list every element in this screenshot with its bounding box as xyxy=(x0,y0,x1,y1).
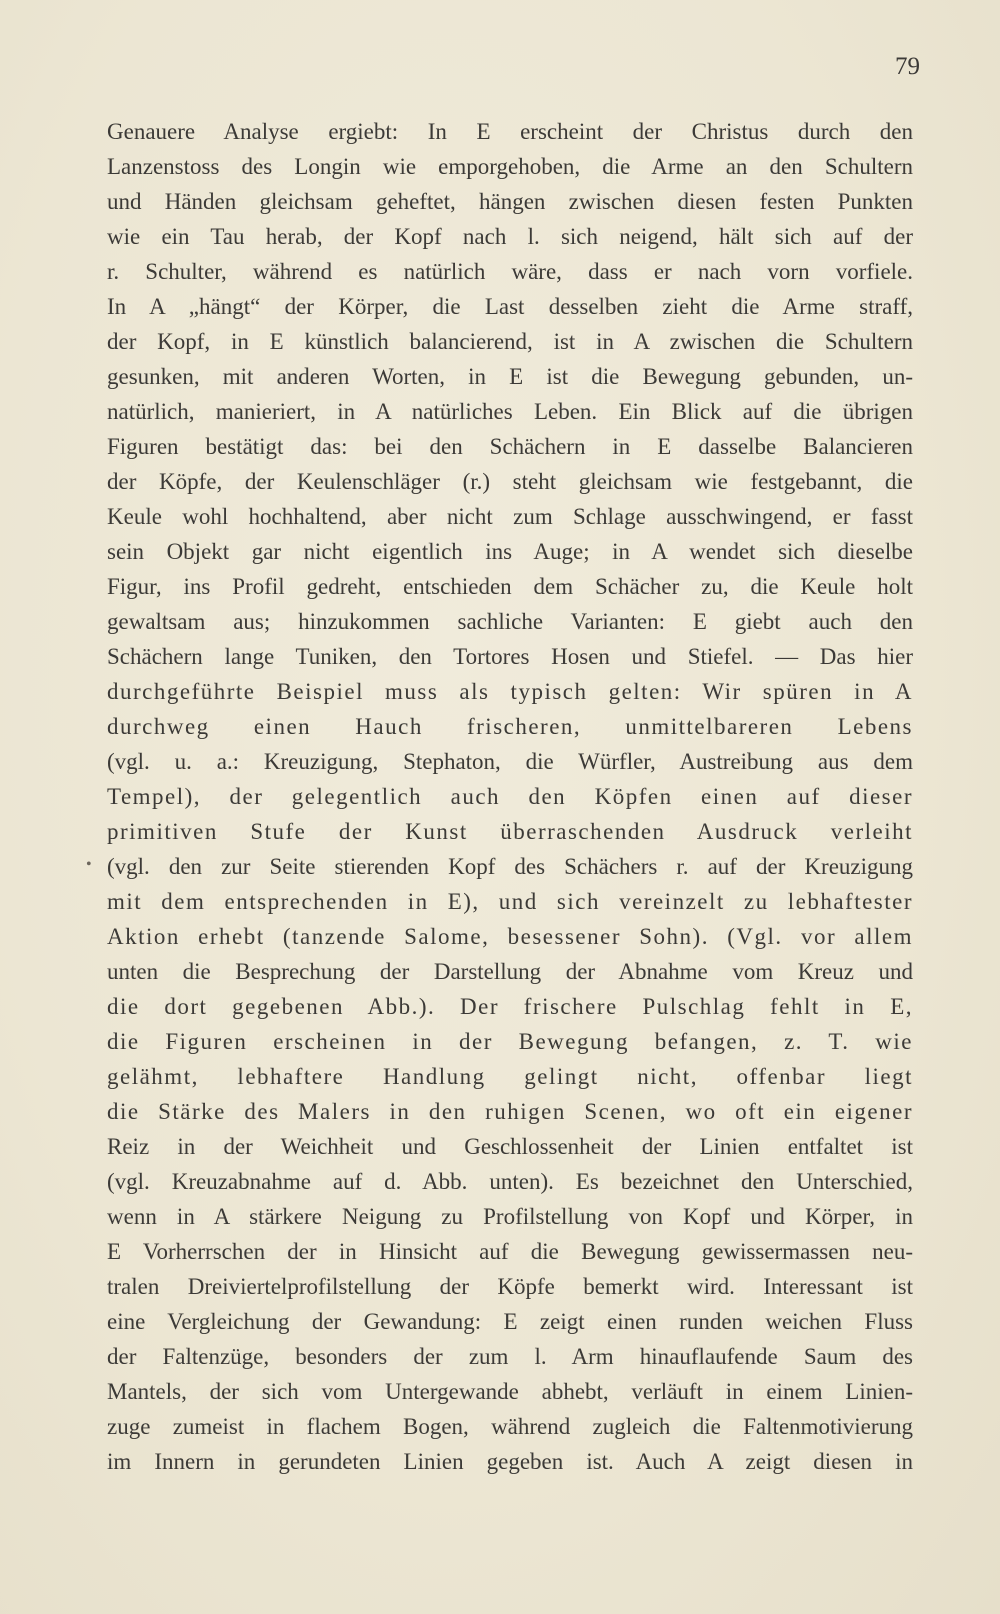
text-line: und Händen gleichsam geheftet, hängen zwischen diesen festen Punkten xyxy=(107,189,913,214)
text-line: der Kopf, in E künstlich balancierend, ist in A zwischen die Schultern xyxy=(107,329,913,354)
text-line: Mantels, der sich vom Untergewande abhebt, verläuft in einem Linien- xyxy=(107,1379,913,1404)
text-line: die dort gegebenen Abb.). Der frischere Pulschlag fehlt in E, xyxy=(107,994,913,1019)
text-line: tralen Dreiviertelprofilstellung der Köpfe bemerkt wird. Interessant ist xyxy=(107,1274,913,1299)
text-line: Lanzenstoss des Longin wie emporgehoben, die Arme an den Schultern xyxy=(107,154,913,179)
body-text xyxy=(107,114,913,1479)
margin-mark: • xyxy=(86,856,92,873)
text-line: Keule wohl hochhaltend, aber nicht zum Schlage ausschwingend, er fasst xyxy=(107,504,913,529)
text-line: der Faltenzüge, besonders der zum l. Arm hinauflaufende Saum des xyxy=(107,1344,913,1369)
text-line: E Vorherrschen der in Hinsicht auf die Bewegung gewissermassen neu- xyxy=(107,1239,913,1264)
text-line: mit dem entsprechenden in E), und sich vereinzelt zu lebhaftester xyxy=(107,889,913,914)
text-line: die Figuren erscheinen in der Bewegung befangen, z. T. wie xyxy=(107,1029,913,1054)
text-line: Figur, ins Profil gedreht, entschieden dem Schächer zu, die Keule holt xyxy=(107,574,913,599)
text-line: Schächern lange Tuniken, den Tortores Hosen und Stiefel. — Das hier xyxy=(107,644,913,669)
text-line: gesunken, mit anderen Worten, in E ist die Bewegung gebunden, un- xyxy=(107,364,913,389)
text-line: unten die Besprechung der Darstellung der Abnahme vom Kreuz und xyxy=(107,959,913,984)
page-number: 79 xyxy=(895,53,920,80)
text-line: zuge zumeist in flachem Bogen, während zugleich die Faltenmotivierung xyxy=(107,1414,913,1439)
text-line: Aktion erhebt (tanzende Salome, besessener Sohn). (Vgl. vor allem xyxy=(107,924,913,949)
text-line: der Köpfe, der Keulenschläger (r.) steht gleichsam wie festgebannt, die xyxy=(107,469,913,494)
text-line: sein Objekt gar nicht eigentlich ins Auge; in A wendet sich dieselbe xyxy=(107,539,913,564)
text-line: gewaltsam aus; hinzukommen sachliche Varianten: E giebt auch den xyxy=(107,609,913,634)
text-line: (vgl. den zur Seite stierenden Kopf des Schächers r. auf der Kreuzigung xyxy=(107,854,913,879)
text-line: In A „hängt“ der Körper, die Last desselben zieht die Arme straff, xyxy=(107,294,913,319)
text-line: gelähmt, lebhaftere Handlung gelingt nicht, offenbar liegt xyxy=(107,1064,913,1089)
text-line: (vgl. Kreuzabnahme auf d. Abb. unten). Es bezeichnet den Unterschied, xyxy=(107,1169,913,1194)
text-line: Figuren bestätigt das: bei den Schächern in E dasselbe Balancieren xyxy=(107,434,913,459)
text-line: wie ein Tau herab, der Kopf nach l. sich neigend, hält sich auf der xyxy=(107,224,913,249)
text-line: Tempel), der gelegentlich auch den Köpfen einen auf dieser xyxy=(107,784,913,809)
text-line: durchweg einen Hauch frischeren, unmittelbareren Lebens xyxy=(107,714,913,739)
text-line: wenn in A stärkere Neigung zu Profilstellung von Kopf und Körper, in xyxy=(107,1204,913,1229)
text-line: durchgeführte Beispiel muss als typisch gelten: Wir spüren in A xyxy=(107,679,913,704)
text-line: Genauere Analyse ergiebt: In E erscheint der Christus durch den xyxy=(107,119,913,144)
text-line: r. Schulter, während es natürlich wäre, dass er nach vorn vorfiele. xyxy=(107,259,913,284)
text-line: die Stärke des Malers in den ruhigen Scenen, wo oft ein eigener xyxy=(107,1099,913,1124)
text-line: (vgl. u. a.: Kreuzigung, Stephaton, die Würfler, Austreibung aus dem xyxy=(107,749,913,774)
text-line: eine Vergleichung der Gewandung: E zeigt einen runden weichen Fluss xyxy=(107,1309,913,1334)
text-line: Reiz in der Weichheit und Geschlossenheit der Linien entfaltet ist xyxy=(107,1134,913,1159)
text-line: im Innern in gerundeten Linien gegeben ist. Auch A zeigt diesen in xyxy=(107,1449,913,1474)
text-line: natürlich, manieriert, in A natürliches Leben. Ein Blick auf die übrigen xyxy=(107,399,913,424)
text-line: primitiven Stufe der Kunst überraschenden Ausdruck verleiht xyxy=(107,819,913,844)
